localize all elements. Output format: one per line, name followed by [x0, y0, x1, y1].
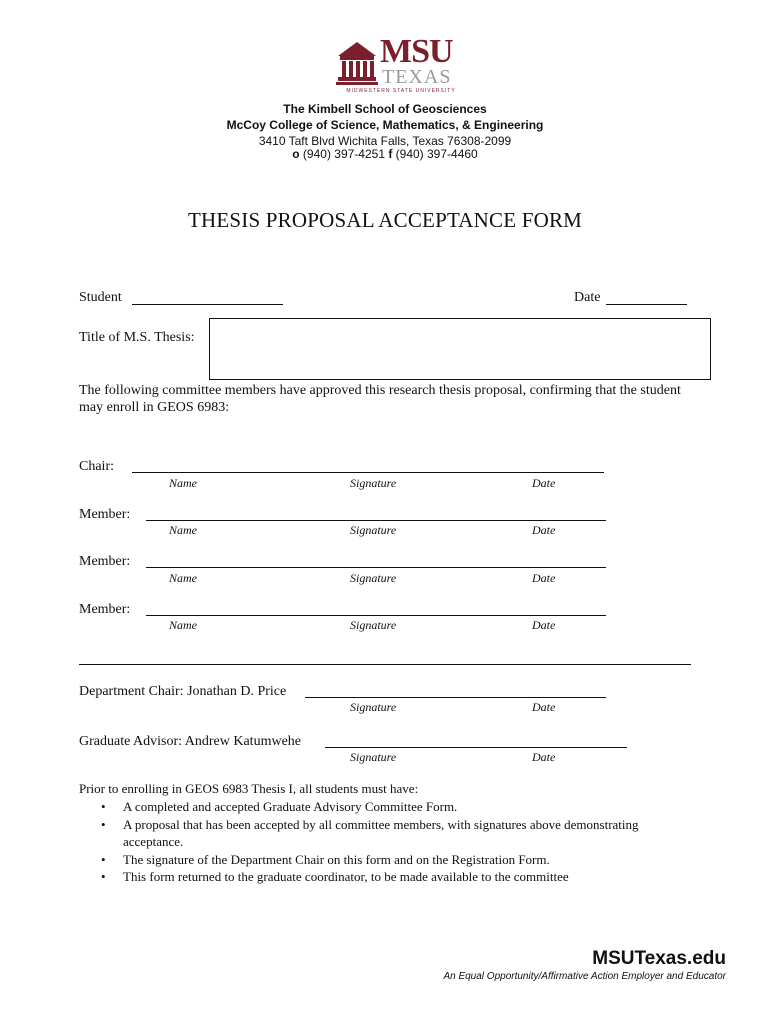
- building-emblem-icon: [336, 38, 378, 86]
- date-caption: Date: [532, 700, 556, 714]
- list-item-text: The signature of the Department Chair on this form and on the Registration Form.: [123, 851, 550, 867]
- signature-caption: Signature: [350, 476, 397, 490]
- member2-signature-line[interactable]: [146, 553, 606, 568]
- department-chair-signature-line[interactable]: [305, 683, 606, 698]
- notes-list: [79, 798, 689, 886]
- fax-number: (940) 397-4460: [392, 147, 478, 161]
- student-field[interactable]: [132, 289, 283, 305]
- chair-signature-line[interactable]: [132, 458, 604, 473]
- name-caption: Name: [169, 476, 197, 490]
- name-caption: Name: [169, 523, 197, 537]
- phone-number: (940) 397-4251: [299, 147, 389, 161]
- name-caption: Name: [169, 618, 197, 632]
- school-name: The Kimbell School of Geosciences: [283, 102, 487, 116]
- list-item-text: A proposal that has been accepted by all committee members, with signatures above demonstrating acceptance.: [123, 816, 639, 849]
- committee-role: Member:: [79, 507, 131, 522]
- notes-intro: Prior to enrolling in GEOS 6983 Thesis I, all students must have:: [79, 781, 419, 796]
- section-divider: [79, 664, 691, 665]
- bullet-icon: •: [101, 869, 106, 884]
- bullet-icon: •: [101, 816, 106, 832]
- committee-role: Chair:: [79, 459, 114, 474]
- msu-texas-logo: [336, 33, 466, 96]
- footer-website: MSUTexas.edu: [592, 948, 726, 969]
- signature-caption: Signature: [350, 571, 397, 585]
- signature-caption: Signature: [350, 700, 397, 714]
- thesis-title-field[interactable]: [209, 318, 711, 380]
- list-item: [79, 798, 689, 816]
- logo-university: MIDWESTERN STATE UNIVERSITY: [346, 88, 456, 94]
- address: 3410 Taft Blvd Wichita Falls, Texas 76308-2099: [258, 134, 512, 148]
- footer-eo-statement: An Equal Opportunity/Affirmative Action Employer and Educator: [443, 971, 726, 982]
- committee-role: Member:: [79, 602, 131, 617]
- member3-signature-line[interactable]: [146, 601, 606, 616]
- bullet-icon: •: [101, 799, 106, 814]
- date-caption: Date: [532, 476, 556, 490]
- signature-caption: Signature: [350, 750, 397, 764]
- signature-caption: Signature: [350, 523, 397, 537]
- department-chair-label: Department Chair: Jonathan D. Price: [79, 684, 287, 699]
- contact-line: [0, 146, 770, 162]
- list-item-text: A completed and accepted Graduate Advisory Committee Form.: [123, 799, 458, 814]
- phone-prefix: o: [292, 147, 300, 161]
- graduate-advisor-label: Graduate Advisor: Andrew Katumwehe: [79, 734, 301, 749]
- logo-sub: TEXAS: [382, 66, 452, 88]
- date-caption: Date: [532, 618, 556, 632]
- approval-text: The following committee members have approved this research thesis proposal, confirming that the student may enroll in GEOS 6983:: [79, 383, 681, 415]
- signature-caption: Signature: [350, 618, 397, 632]
- list-item-text: This form returned to the graduate coordinator, to be made available to the committee: [123, 869, 569, 884]
- form-title: THESIS PROPOSAL ACCEPTANCE FORM: [187, 208, 583, 232]
- bullet-icon: •: [101, 851, 106, 867]
- thesis-title-label: Title of M.S. Thesis:: [79, 330, 195, 345]
- list-item: [79, 851, 689, 869]
- date-field[interactable]: [606, 289, 687, 305]
- list-item: [79, 816, 689, 851]
- logo-brand: MSU: [380, 33, 453, 70]
- date-caption: Date: [532, 571, 556, 585]
- name-caption: Name: [169, 571, 197, 585]
- member1-signature-line[interactable]: [146, 506, 606, 521]
- list-item: [79, 868, 689, 886]
- date-caption: Date: [532, 750, 556, 764]
- committee-role: Member:: [79, 554, 131, 569]
- college-name: McCoy College of Science, Mathematics, & Engineering: [226, 118, 544, 132]
- date-label: Date: [574, 290, 601, 305]
- graduate-advisor-signature-line[interactable]: [325, 733, 627, 748]
- fax-prefix: f: [388, 147, 393, 161]
- student-label: Student: [79, 290, 122, 305]
- date-caption: Date: [532, 523, 556, 537]
